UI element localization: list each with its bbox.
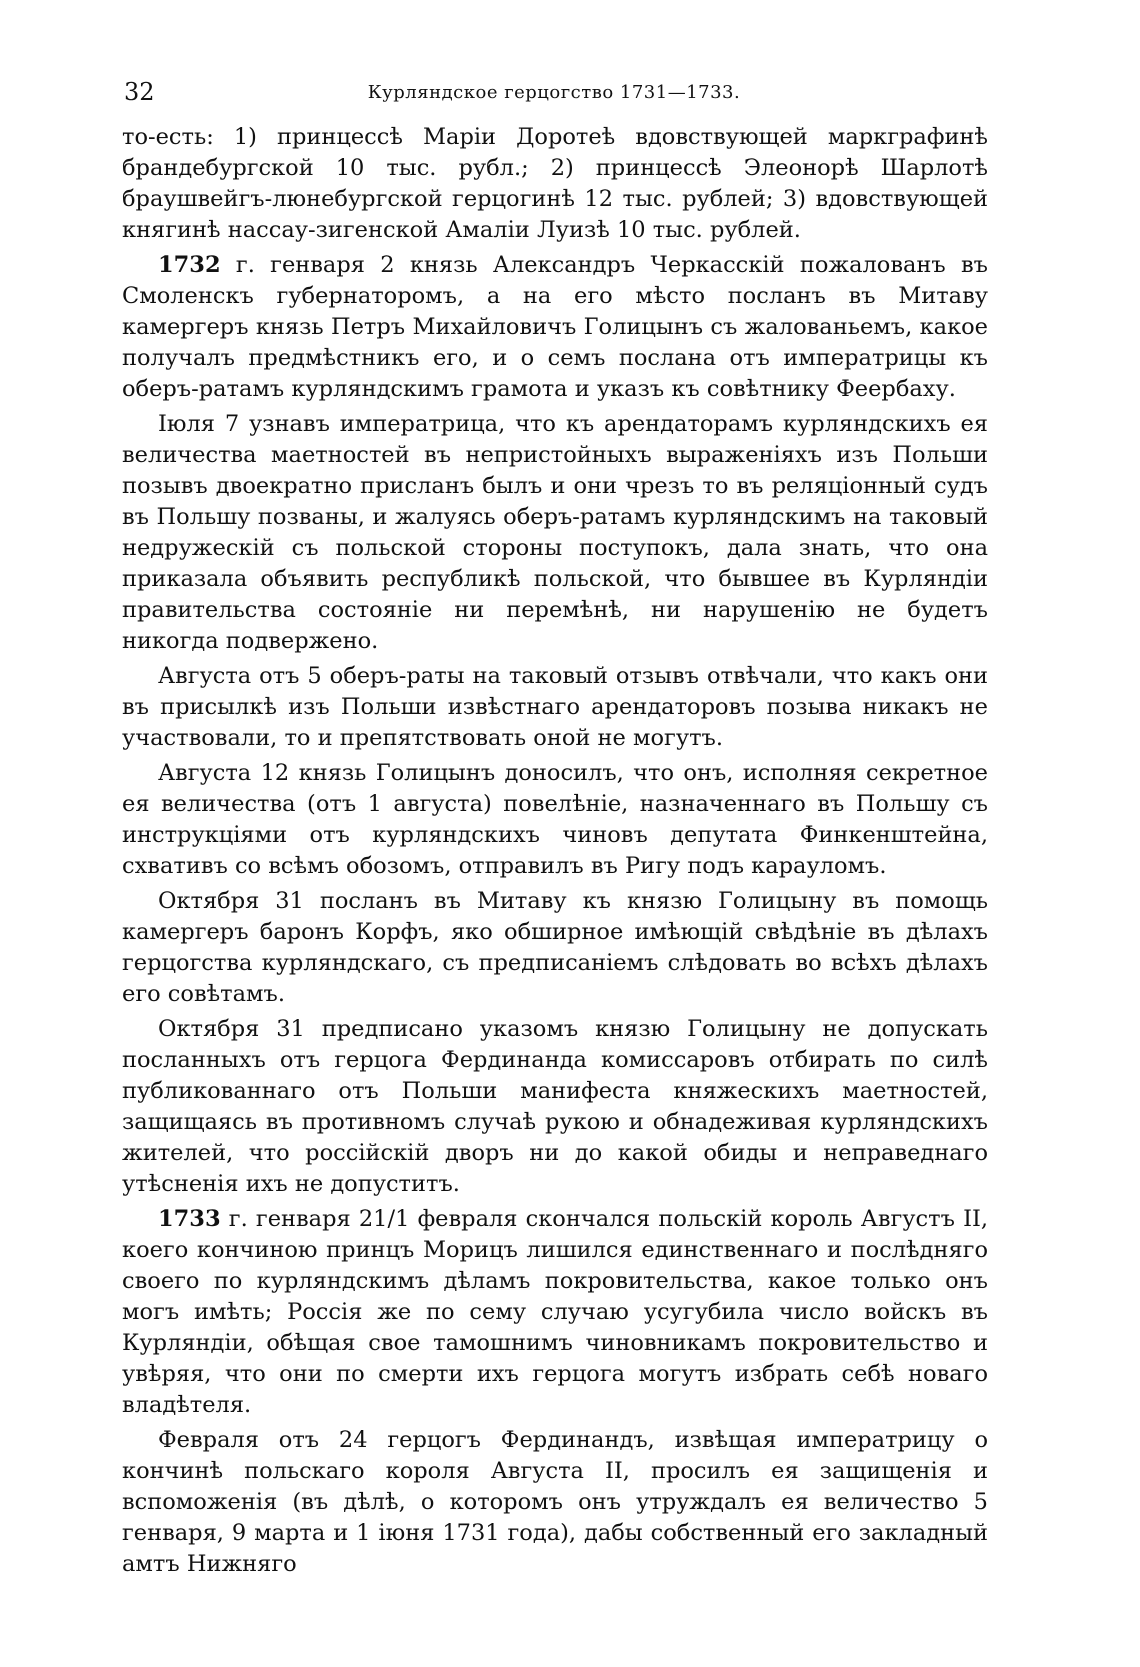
running-title: Курляндское герцогство 1731—1733.: [367, 82, 741, 103]
paragraph: [122, 409, 988, 657]
paragraph: [122, 1204, 988, 1421]
paragraph-text: Октября 31 предписано указомъ князю Голицыну не допускать посланныхъ отъ герцога Фердинанда комиссаровъ отбирать по силѣ публикованнаго отъ Польши манифеста княжескихъ маетностей, защищаясь въ противномъ случаѣ рукою и обнадеживая курляндскихъ жителей, что россійскій дворъ ни до какой обиды и неправеднаго утѣсненія ихъ не допуститъ.: [122, 1016, 988, 1197]
paragraph-text: Февраля отъ 24 герцогъ Фердинандъ, извѣщая императрицу о кончинѣ польскаго короля Августа II, просилъ ея защищенія и вспоможенія (въ дѣлѣ, о которомъ онъ утруждалъ ея величество 5 генваря, 9 марта и 1 іюня 1731 года), дабы собственный его закладный амтъ Нижняго: [122, 1427, 988, 1577]
paragraph: [122, 661, 988, 754]
year-lead: 1732: [158, 252, 221, 278]
paragraph-text: г. генваря 21/1 февраля скончался польскій король Августъ II, коего кончиною принцъ Морицъ лишился единственнаго и послѣдняго своего по курляндскимъ дѣламъ покровительства, какое только онъ могъ имѣть; Россія же по сему случаю усугубила число войскъ въ Курляндіи, обѣщая свое тамошнимъ чиновникамъ покровительство и увѣряя, что они по смерти ихъ герцога могутъ избрать себѣ новаго владѣтеля.: [122, 1206, 988, 1418]
paragraph: [122, 758, 988, 882]
paragraph-text: то-есть: 1) принцессѣ Маріи Доротеѣ вдовствующей маркграфинѣ брандебургской 10 тыс. рубл.; 2) принцессѣ Элеонорѣ Шарлотѣ браушвейгъ-люнебургской герцогинѣ 12 тыс. рублей; 3) вдовствующей княгинѣ нассау-зигенской Амаліи Луизѣ 10 тыс. рублей.: [122, 124, 988, 243]
page-number: 32: [124, 78, 155, 106]
paragraph-text: Августа отъ 5 оберъ-раты на таковый отзывъ отвѣчали, что какъ они въ присылкѣ изъ Польши извѣстнаго арендаторовъ позыва никакъ не участвовали, то и препятствовать оной не могутъ.: [122, 663, 988, 751]
paragraph: [122, 1425, 988, 1580]
paragraph: [122, 1014, 988, 1200]
paragraph-text: Іюля 7 узнавъ императрица, что къ арендаторамъ курляндскихъ ея величества маетностей въ непристойныхъ выраженіяхъ изъ Польши позывъ двоекратно присланъ былъ и они чрезъ то въ реляціонный судъ въ Польшу позваны, и жалуясь оберъ-ратамъ курляндскимъ на таковый недружескій съ польской стороны поступокъ, дала знать, что она приказала объявить республикѣ польской, что бывшее въ Курляндіи правительства состояніе ни перемѣнѣ, ни нарушенію не будетъ никогда подвержено.: [122, 411, 988, 654]
page-header: [124, 74, 984, 114]
paragraph: [122, 886, 988, 1010]
body-text: [122, 122, 988, 1584]
paragraph: [122, 250, 988, 405]
paragraph-text: Августа 12 князь Голицынъ доносилъ, что онъ, исполняя секретное ея величества (отъ 1 августа) повелѣніе, назначеннаго въ Польшу съ инструкціями отъ курляндскихъ чиновъ депутата Финкенштейна, схвативъ со всѣмъ обозомъ, отправилъ въ Ригу подъ карауломъ.: [122, 760, 988, 879]
paragraph-text: Октября 31 посланъ въ Митаву къ князю Голицыну въ помощь камергеръ баронъ Корфъ, яко обширное имѣющій свѣдѣніе въ дѣлахъ герцогства курляндскаго, съ предписаніемъ слѣдовать во всѣхъ дѣлахъ его совѣтамъ.: [122, 888, 988, 1007]
year-lead: 1733: [158, 1206, 221, 1232]
paragraph-text: г. генваря 2 князь Александръ Черкасскій пожалованъ въ Смоленскъ губернаторомъ, а на его мѣсто посланъ въ Митаву камергеръ князь Петръ Михайловичъ Голицынъ съ жалованьемъ, какое получалъ предмѣстникъ его, и о семъ послана отъ императрицы къ оберъ-ратамъ курляндскимъ грамота и указъ къ совѣтнику Феербаху.: [122, 252, 988, 402]
paragraph: [122, 122, 988, 246]
